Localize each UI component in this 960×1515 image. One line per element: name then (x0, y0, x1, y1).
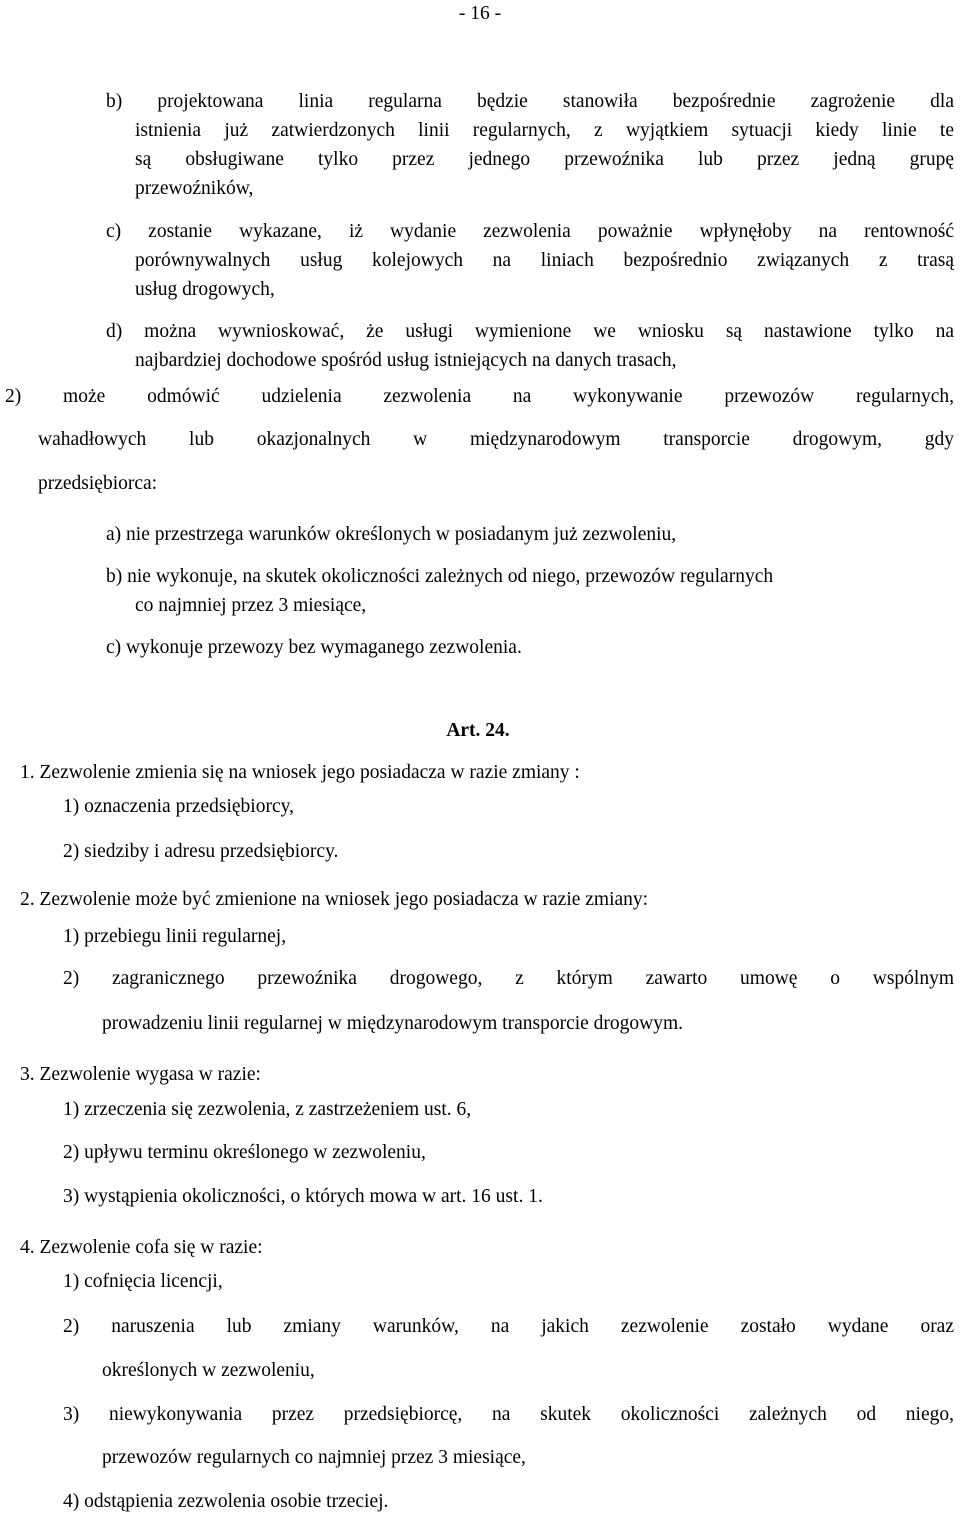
list-item: 4) odstąpienia zezwolenia osobie trzeciej. (63, 1491, 389, 1512)
text-line: są obsługiwane tylko przez jednego przewoźnika lub przez jedną grupę (135, 149, 954, 170)
list-item: 1) oznaczenia przedsiębiorcy, (63, 796, 294, 817)
section-heading: 4. Zezwolenie cofa się w razie: (20, 1237, 263, 1258)
list-item: 2) zagranicznego przewoźnika drogowego, z którym zawarto umowę o wspólnym (63, 968, 954, 989)
text-line: co najmniej przez 3 miesiące, (135, 595, 367, 616)
list-item: 3) niewykonywania przez przedsiębiorcę, na skutek okoliczności zależnych od niego, (63, 1404, 954, 1425)
list-item: 2) siedziby i adresu przedsiębiorcy. (63, 841, 339, 862)
text-line: przedsiębiorca: (38, 473, 158, 494)
text-line: najbardziej dochodowe spośród usług istniejących na danych trasach, (135, 350, 677, 371)
text-line: c) zostanie wykazane, iż wydanie zezwolenia poważnie wpłynęłoby na rentowność (106, 221, 954, 242)
list-item-continuation: określonych w zezwoleniu, (102, 1360, 315, 1381)
text-line: b) projektowana linia regularna będzie stanowiła bezpośrednie zagrożenie dla (106, 91, 954, 112)
section-heading: 2. Zezwolenie może być zmienione na wniosek jego posiadacza w razie zmiany: (20, 889, 649, 910)
page-number: - 16 - (458, 3, 502, 24)
list-item-continuation: przewozów regularnych co najmniej przez 3 miesiące, (102, 1447, 526, 1468)
list-item: 1) zrzeczenia się zezwolenia, z zastrzeżeniem ust. 6, (63, 1099, 472, 1120)
section-heading: 3. Zezwolenie wygasa w razie: (20, 1064, 261, 1085)
list-item: 1) cofnięcia licencji, (63, 1271, 223, 1292)
text-line: a) nie przestrzega warunków określonych w posiadanym już zezwoleniu, (106, 524, 677, 545)
list-item: 2) naruszenia lub zmiany warunków, na jakich zezwolenie zostało wydane oraz (63, 1316, 954, 1337)
list-item: 3) wystąpienia okoliczności, o których mowa w art. 16 ust. 1. (63, 1186, 543, 1207)
list-item: 2) upływu terminu określonego w zezwoleniu, (63, 1142, 426, 1163)
text-line: d) można wywnioskować, że usługi wymienione we wniosku są nastawione tylko na (106, 321, 954, 342)
article-heading: Art. 24. (446, 720, 510, 741)
text-line: b) nie wykonuje, na skutek okoliczności zależnych od niego, przewozów regularnych (106, 566, 774, 587)
text-line: przewoźników, (135, 178, 254, 199)
section-heading: 1. Zezwolenie zmienia się na wniosek jego posiadacza w razie zmiany : (20, 762, 580, 783)
text-line: 2) może odmówić udzielenia zezwolenia na wykonywanie przewozów regularnych, (5, 386, 954, 407)
text-line: c) wykonuje przewozy bez wymaganego zezwolenia. (106, 637, 522, 658)
text-line: wahadłowych lub okazjonalnych w międzynarodowym transporcie drogowym, gdy (38, 429, 954, 450)
text-line: usług drogowych, (135, 279, 275, 300)
text-line: istnienia już zatwierdzonych linii regularnych, z wyjątkiem sytuacji kiedy linie te (135, 120, 954, 141)
text-line: porównywalnych usług kolejowych na liniach bezpośrednio związanych z trasą (135, 250, 954, 271)
list-item: 1) przebiegu linii regularnej, (63, 926, 287, 947)
list-item-continuation: prowadzeniu linii regularnej w międzynarodowym transporcie drogowym. (102, 1013, 684, 1034)
